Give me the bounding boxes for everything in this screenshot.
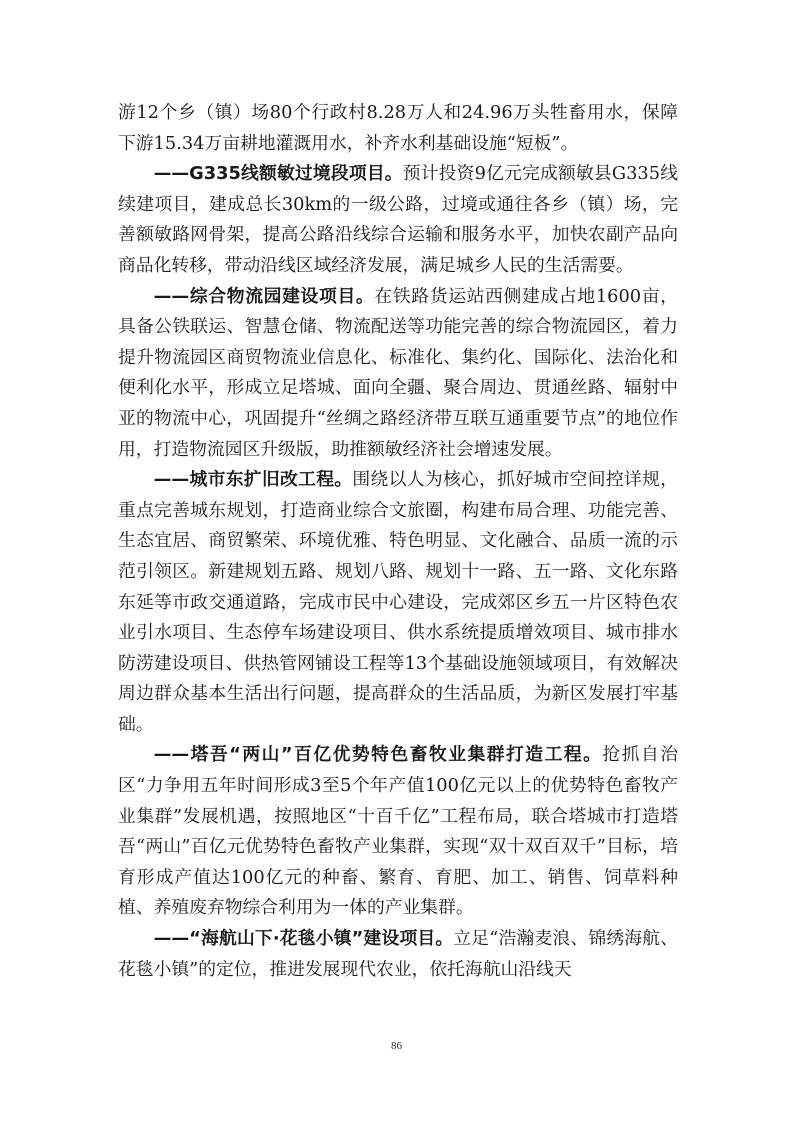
paragraph-2 — [118, 159, 678, 281]
paragraph-5-heading: ——塔吾“两山”百亿优势特色畜牧业集群打造工程。 — [153, 744, 603, 766]
paragraph-6-text: 立足“浩瀚麦浪、锦绣海航、花毯小镇”的定位，推进发展现代农业，依托海航山沿线天 — [118, 928, 678, 980]
paragraph-4-text: 围绕以人为核心，抓好城市空间控详规，重点完善城东规划，打造商业综合文旅圈，构建布局合理、功能完善、生态宜居、商贸繁荣、环境优雅、特色明显、文化融合、品质一流的示范引领区。新建规划五路、规划八路、规划十一路、五一路、文化东路东延等市政交通道路，完成市民中心建设，完成郊区乡五一片区特色农业引水项目、生态停车场建设项目、供水系统提质增效项目、城市排水防涝建设项目、供热管网铺设工程等13个基础设施领域项目，有效解决周边群众基本生活出行问题，提高群众的生活品质，为新区发展打牢基础。 — [118, 469, 678, 735]
paragraph-4-heading: ——城市东扩旧改工程。 — [153, 469, 353, 491]
paragraph-3-text: 在铁路货运站西侧建成占地1600亩，具备公铁联运、智慧仓储、物流配送等功能完善的综合物流园区，着力提升物流园区商贸物流业信息化、标准化、集约化、国际化、法治化和便利化水平，形成立足塔城、面向全疆、聚合周边、贯通丝路、辐射中亚的物流中心，巩固提升“丝绸之路经济带互联互通重要节点”的地位作用，打造物流园区升级版，助推额敏经济社会增速发展。 — [118, 285, 678, 460]
paragraph-2-heading: ——G335线额敏过境段项目。 — [153, 163, 403, 185]
paragraph-6 — [118, 924, 678, 985]
document-body — [118, 98, 678, 985]
page-number: 86 — [391, 1040, 402, 1052]
paragraph-2-text: 预计投资9亿元完成额敏县G335线续建项目，建成总长30km的一级公路，过境或通往各乡（镇）场，完善额敏路网骨架，提高公路沿线综合运输和服务水平，加快农副产品向商品化转移，带动沿线区域经济发展，满足城乡人民的生活需要。 — [118, 163, 678, 276]
paragraph-5-text: 抢抓自治区“力争用五年时间形成3至5个年产值100亿元以上的优势特色畜牧产业集群”发展机遇，按照地区“十百千亿”工程布局，联合塔城市打造塔吾“两山”百亿元优势特色畜牧产业集群，实现“双十双百双千”目标，培育形成产值达100亿元的种畜、繁育、育肥、加工、销售、饲草料种植、养殖废弃物综合利用为一体的产业集群。 — [118, 744, 678, 919]
paragraph-3-heading: ——综合物流园建设项目。 — [153, 285, 375, 307]
paragraph-6-heading: ——“海航山下·花毯小镇”建设项目。 — [153, 928, 454, 950]
paragraph-3 — [118, 282, 678, 466]
paragraph-4 — [118, 465, 678, 740]
paragraph-5 — [118, 740, 678, 924]
paragraph-1 — [118, 98, 678, 159]
paragraph-1-text: 游12个乡（镇）场80个行政村8.28万人和24.96万头牲畜用水，保障下游15.34万亩耕地灌溉用水，补齐水利基础设施“短板”。 — [118, 102, 678, 154]
